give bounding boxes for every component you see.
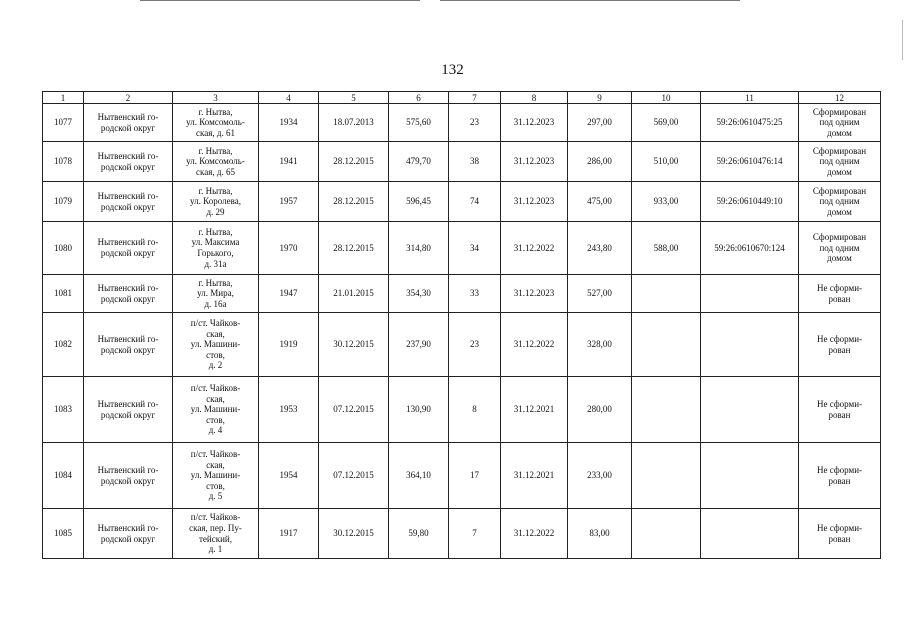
col10-cell (632, 509, 701, 559)
cell-line: Сформирован (812, 145, 867, 156)
table-row (43, 182, 881, 222)
cell-line: Не сформи- (816, 333, 863, 344)
term-cell: 31.12.2022 (501, 509, 568, 559)
cell-line: ская, д. 65 (196, 166, 235, 177)
cell-line: д. 1 (208, 544, 223, 555)
cell-line: Нытвенский го- (97, 464, 159, 475)
cell-line: домом (827, 206, 852, 217)
status-cell (799, 509, 881, 559)
cadastre-number-cell (701, 313, 799, 377)
cell-line: рован (828, 293, 851, 304)
cell-line: ская, пер. Пу- (189, 522, 242, 533)
cell-line: Нытвенский го- (97, 333, 159, 344)
area-cell: 237,90 (389, 313, 449, 377)
cell-line: под одним (819, 242, 860, 253)
cadastre-number-cell (701, 377, 799, 443)
column-header: 2 (84, 92, 173, 104)
row-number-cell: 1078 (43, 142, 84, 182)
cell-line: родской округ (100, 122, 156, 133)
cell-line: родской округ (100, 409, 156, 420)
area-cell: 130,90 (389, 377, 449, 443)
cell-line: ская, д. 61 (196, 127, 235, 138)
table-row (43, 509, 881, 559)
table-row (43, 275, 881, 313)
cell-line: ул. Максима (191, 237, 240, 248)
district-cell (84, 275, 173, 313)
cell-line: Нытвенский го- (97, 398, 159, 409)
address-cell (173, 222, 259, 275)
address-cell (173, 509, 259, 559)
row-number-cell: 1082 (43, 313, 84, 377)
col9-cell: 328,00 (568, 313, 632, 377)
area-cell: 354,30 (389, 275, 449, 313)
term-cell: 31.12.2023 (501, 104, 568, 142)
cell-line: рован (828, 475, 851, 486)
year-cell: 1954 (259, 443, 319, 509)
address-cell (173, 104, 259, 142)
district-cell (84, 509, 173, 559)
term-cell: 31.12.2022 (501, 222, 568, 275)
status-cell (799, 443, 881, 509)
cell-line: п/ст. Чайков- (190, 512, 241, 523)
date-cell: 30.12.2015 (319, 313, 389, 377)
status-cell (799, 142, 881, 182)
row-number-cell: 1084 (43, 443, 84, 509)
area-cell: 575,60 (389, 104, 449, 142)
col10-cell: 569,00 (632, 104, 701, 142)
table-row (43, 142, 881, 182)
cell-line: д. 31а (204, 258, 227, 269)
term-cell: 31.12.2022 (501, 313, 568, 377)
year-cell: 1953 (259, 377, 319, 443)
cell-line: тейский, (199, 533, 232, 544)
status-cell (799, 104, 881, 142)
col10-cell (632, 443, 701, 509)
district-cell (84, 182, 173, 222)
col7-cell: 74 (449, 182, 501, 222)
cadastre-number-cell (701, 275, 799, 313)
date-cell: 28.12.2015 (319, 182, 389, 222)
cell-line: д. 2 (208, 360, 223, 371)
cell-line: домом (827, 166, 852, 177)
term-cell: 31.12.2023 (501, 142, 568, 182)
cell-line: Нытвенский го- (97, 237, 159, 248)
term-cell: 31.12.2021 (501, 377, 568, 443)
cell-line: Сформирован (812, 232, 867, 243)
cell-line: д. 16а (204, 298, 227, 309)
date-cell: 07.12.2015 (319, 377, 389, 443)
table-row (43, 313, 881, 377)
col9-cell: 243,80 (568, 222, 632, 275)
col7-cell: 38 (449, 142, 501, 182)
table-row (43, 377, 881, 443)
row-number-cell: 1085 (43, 509, 84, 559)
col7-cell: 8 (449, 377, 501, 443)
column-header: 12 (799, 92, 881, 104)
col10-cell (632, 313, 701, 377)
table-row (43, 443, 881, 509)
cell-line: родской округ (100, 533, 156, 544)
address-cell (173, 182, 259, 222)
year-cell: 1941 (259, 142, 319, 182)
date-cell: 28.12.2015 (319, 222, 389, 275)
district-cell (84, 104, 173, 142)
column-header: 4 (259, 92, 319, 104)
cell-line: родской округ (100, 475, 156, 486)
cell-line: д. 29 (206, 206, 225, 217)
col9-cell: 475,00 (568, 182, 632, 222)
column-header: 11 (701, 92, 799, 104)
cell-line: ул. Комсомоль- (186, 156, 245, 167)
area-cell: 596,45 (389, 182, 449, 222)
row-number-cell: 1079 (43, 182, 84, 222)
area-cell: 59,80 (389, 509, 449, 559)
district-cell (84, 377, 173, 443)
top-edge-line (440, 0, 740, 1)
cadastre-number-cell: 59:26:0610449:10 (701, 182, 799, 222)
col9-cell: 286,00 (568, 142, 632, 182)
cell-line: домом (827, 127, 852, 138)
date-cell: 18.07.2013 (319, 104, 389, 142)
col7-cell: 23 (449, 104, 501, 142)
cell-line: п/ст. Чайков- (190, 383, 241, 394)
cell-line: рован (828, 533, 851, 544)
year-cell: 1934 (259, 104, 319, 142)
row-number-cell: 1080 (43, 222, 84, 275)
cell-line: п/ст. Чайков- (190, 318, 241, 329)
status-cell (799, 275, 881, 313)
housing-registry-table (42, 91, 881, 559)
cadastre-number-cell (701, 509, 799, 559)
date-cell: 28.12.2015 (319, 142, 389, 182)
cell-line: домом (827, 253, 852, 264)
cell-line: ская, (206, 328, 225, 339)
area-cell: 479,70 (389, 142, 449, 182)
cell-line: рован (828, 344, 851, 355)
year-cell: 1957 (259, 182, 319, 222)
term-cell: 31.12.2023 (501, 182, 568, 222)
top-edge-line (140, 0, 420, 1)
status-cell (799, 313, 881, 377)
col10-cell (632, 275, 701, 313)
cell-line: ул. Машини- (190, 404, 241, 415)
date-cell: 07.12.2015 (319, 443, 389, 509)
cell-line: Нытвенский го- (97, 111, 159, 122)
col10-cell (632, 377, 701, 443)
status-cell (799, 222, 881, 275)
date-cell: 21.01.2015 (319, 275, 389, 313)
address-cell (173, 377, 259, 443)
district-cell (84, 222, 173, 275)
row-number-cell: 1081 (43, 275, 84, 313)
cell-line: стов, (206, 414, 225, 425)
cell-line: ул. Комсомоль- (186, 117, 245, 128)
cell-line: г. Нытва, (198, 145, 233, 156)
cell-line: Сформирован (812, 106, 867, 117)
cell-line: стов, (206, 480, 225, 491)
cell-line: под одним (819, 117, 860, 128)
table-row (43, 222, 881, 275)
cell-line: ул. Королева, (190, 196, 241, 207)
cell-line: Не сформи- (816, 464, 863, 475)
cell-line: ул. Мира, (197, 288, 234, 299)
col9-cell: 297,00 (568, 104, 632, 142)
term-cell: 31.12.2023 (501, 275, 568, 313)
status-cell (799, 377, 881, 443)
col7-cell: 7 (449, 509, 501, 559)
column-header: 5 (319, 92, 389, 104)
cell-line: Не сформи- (816, 282, 863, 293)
address-cell (173, 275, 259, 313)
cadastre-number-cell (701, 443, 799, 509)
year-cell: 1947 (259, 275, 319, 313)
date-cell: 30.12.2015 (319, 509, 389, 559)
table-row (43, 104, 881, 142)
district-cell (84, 142, 173, 182)
cell-line: стов, (206, 349, 225, 360)
cell-line: г. Нытва, (198, 277, 233, 288)
district-cell (84, 313, 173, 377)
address-cell (173, 313, 259, 377)
status-cell (799, 182, 881, 222)
col7-cell: 34 (449, 222, 501, 275)
area-cell: 364,10 (389, 443, 449, 509)
col7-cell: 17 (449, 443, 501, 509)
cell-line: Нытвенский го- (97, 282, 159, 293)
cell-line: Нытвенский го- (97, 150, 159, 161)
cadastre-number-cell: 59:26:0610670:124 (701, 222, 799, 275)
address-cell (173, 443, 259, 509)
col7-cell: 23 (449, 313, 501, 377)
row-number-cell: 1083 (43, 377, 84, 443)
col10-cell: 933,00 (632, 182, 701, 222)
cell-line: рован (828, 409, 851, 420)
cell-line: родской округ (100, 201, 156, 212)
edge-mark (902, 20, 903, 60)
cell-line: Не сформи- (816, 522, 863, 533)
cell-line: родской округ (100, 293, 156, 304)
cell-line: ул. Машини- (190, 470, 241, 481)
column-header: 9 (568, 92, 632, 104)
page-number: 132 (441, 62, 464, 78)
cell-line: ская, (206, 459, 225, 470)
col9-cell: 527,00 (568, 275, 632, 313)
row-number-cell: 1077 (43, 104, 84, 142)
cell-line: родской округ (100, 161, 156, 172)
cell-line: ская, (206, 393, 225, 404)
cell-line: д. 5 (208, 491, 223, 502)
cell-line: родской округ (100, 248, 156, 258)
year-cell: 1919 (259, 313, 319, 377)
column-header: 7 (449, 92, 501, 104)
cell-line: Нытвенский го- (97, 522, 159, 533)
address-cell (173, 142, 259, 182)
cell-line: г. Нытва, (198, 185, 233, 196)
year-cell: 1917 (259, 509, 319, 559)
column-header: 10 (632, 92, 701, 104)
column-header: 1 (43, 92, 84, 104)
col9-cell: 83,00 (568, 509, 632, 559)
col9-cell: 280,00 (568, 377, 632, 443)
col7-cell: 33 (449, 275, 501, 313)
col10-cell: 510,00 (632, 142, 701, 182)
cell-line: ул. Машини- (190, 339, 241, 350)
column-header: 3 (173, 92, 259, 104)
area-cell: 314,80 (389, 222, 449, 275)
cell-line: г. Нытва, (198, 226, 233, 237)
cell-line: Нытвенский го- (97, 190, 159, 201)
column-header: 6 (389, 92, 449, 104)
district-cell (84, 443, 173, 509)
cadastre-number-cell: 59:26:0610476:14 (701, 142, 799, 182)
cell-line: под одним (819, 156, 860, 167)
column-number-row (43, 92, 881, 104)
cell-line: под одним (819, 196, 860, 207)
term-cell: 31.12.2021 (501, 443, 568, 509)
column-header: 8 (501, 92, 568, 104)
col10-cell: 588,00 (632, 222, 701, 275)
cell-line: п/ст. Чайков- (190, 449, 241, 460)
cell-line: Сформирован (812, 185, 867, 196)
cell-line: Горького, (197, 248, 234, 258)
cell-line: г. Нытва, (198, 106, 233, 117)
cell-line: родской округ (100, 344, 156, 355)
table-body (43, 104, 881, 559)
cell-line: д. 4 (208, 425, 223, 436)
cadastre-number-cell: 59:26:0610475:25 (701, 104, 799, 142)
cell-line: Не сформи- (816, 398, 863, 409)
col9-cell: 233,00 (568, 443, 632, 509)
year-cell: 1970 (259, 222, 319, 275)
